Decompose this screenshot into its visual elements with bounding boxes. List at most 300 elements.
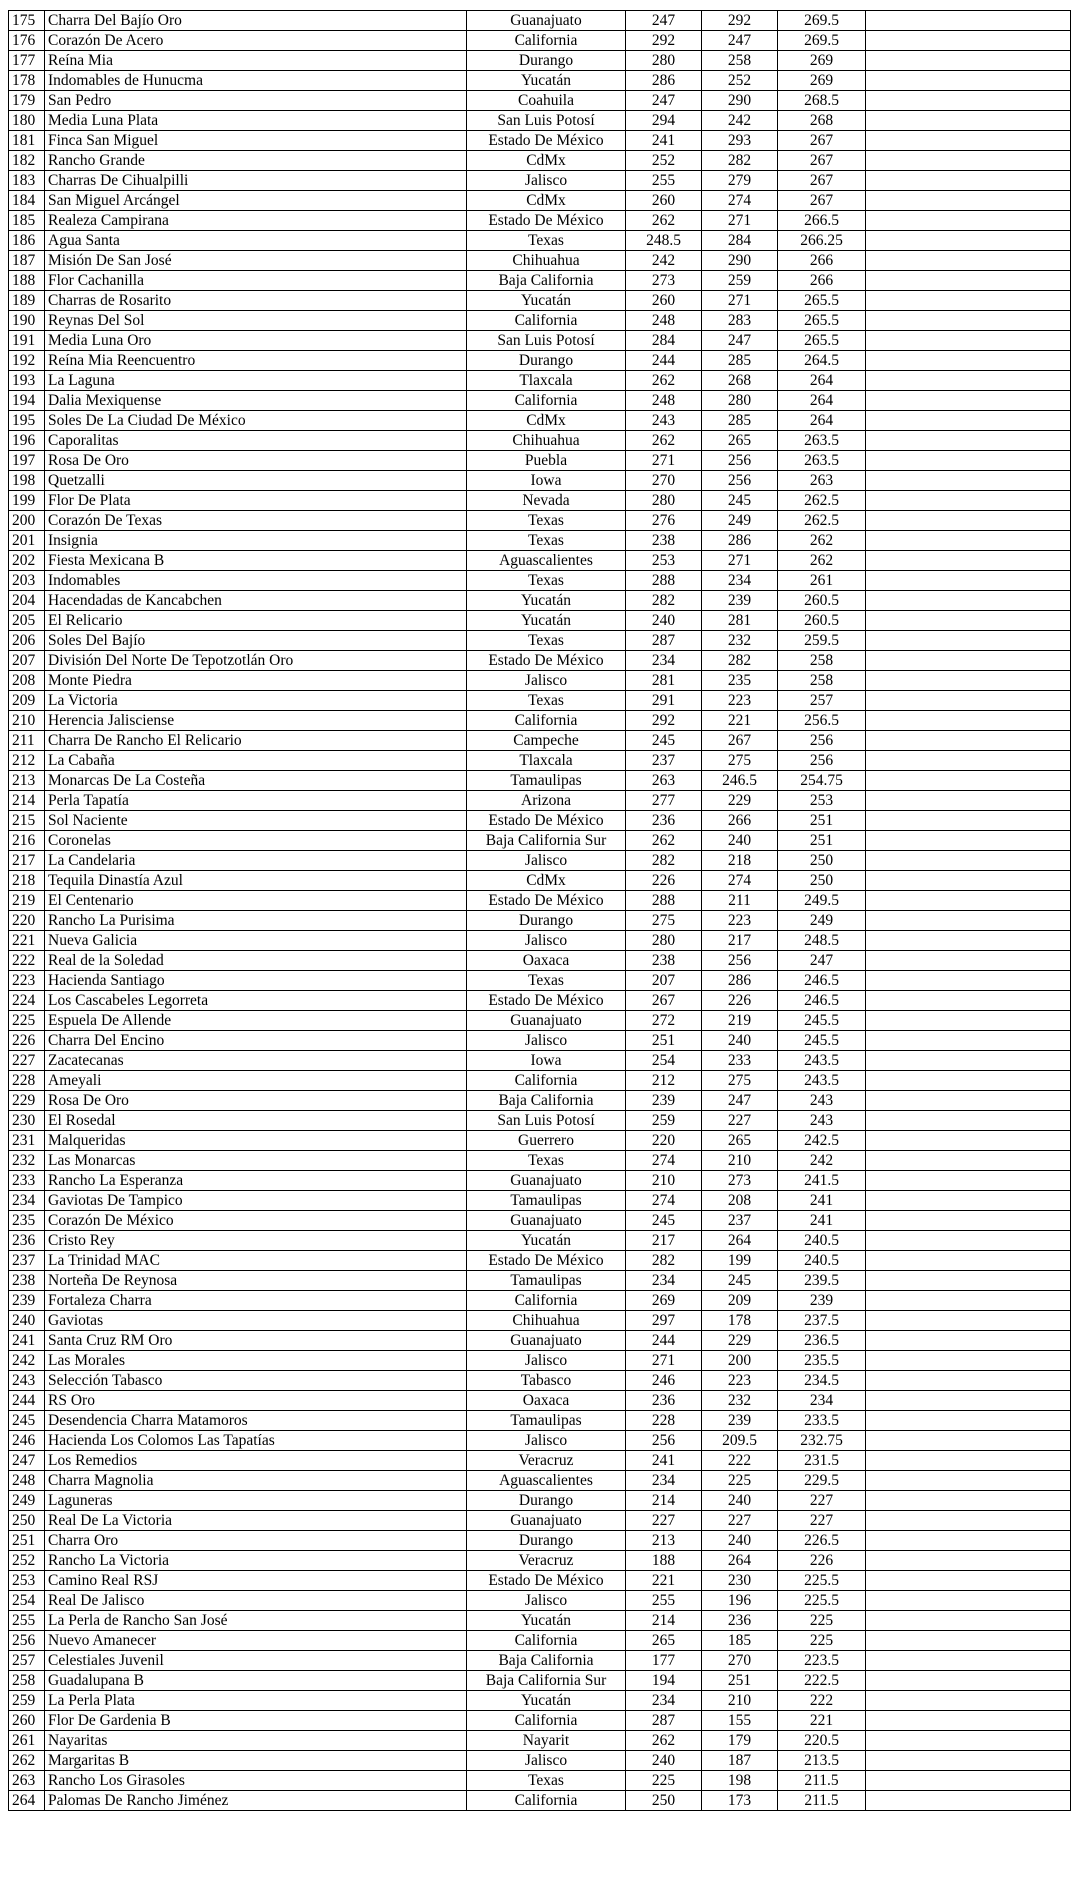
- team-name-cell: Charras de Rosarito: [45, 291, 467, 311]
- score-1-cell: 242: [626, 251, 702, 271]
- average-cell: 251: [778, 811, 866, 831]
- average-cell: 235.5: [778, 1351, 866, 1371]
- score-1-cell: 270: [626, 471, 702, 491]
- rank-cell: 228: [9, 1071, 45, 1091]
- average-cell: 259.5: [778, 631, 866, 651]
- table-body: [9, 11, 1071, 1811]
- table-row: [9, 891, 1071, 911]
- blank-cell: [866, 551, 1071, 571]
- team-name-cell: Indomables: [45, 571, 467, 591]
- score-1-cell: 244: [626, 351, 702, 371]
- team-name-cell: Indomables de Hunucma: [45, 71, 467, 91]
- team-name-cell: La Trinidad MAC: [45, 1251, 467, 1271]
- state-cell: Tabasco: [467, 1371, 626, 1391]
- average-cell: 248.5: [778, 931, 866, 951]
- state-cell: CdMx: [467, 411, 626, 431]
- blank-cell: [866, 1451, 1071, 1471]
- score-2-cell: 285: [702, 411, 778, 431]
- score-2-cell: 227: [702, 1511, 778, 1531]
- score-1-cell: 256: [626, 1431, 702, 1451]
- score-2-cell: 240: [702, 1031, 778, 1051]
- table-row: [9, 571, 1071, 591]
- score-1-cell: 260: [626, 191, 702, 211]
- rank-cell: 261: [9, 1731, 45, 1751]
- state-cell: California: [467, 311, 626, 331]
- team-name-cell: Insignia: [45, 531, 467, 551]
- average-cell: 258: [778, 671, 866, 691]
- state-cell: Yucatán: [467, 291, 626, 311]
- team-name-cell: Reína Mia: [45, 51, 467, 71]
- score-1-cell: 265: [626, 1631, 702, 1651]
- team-name-cell: Herencia Jalisciense: [45, 711, 467, 731]
- average-cell: 221: [778, 1711, 866, 1731]
- state-cell: Nevada: [467, 491, 626, 511]
- average-cell: 267: [778, 131, 866, 151]
- blank-cell: [866, 31, 1071, 51]
- average-cell: 225: [778, 1631, 866, 1651]
- team-name-cell: Flor Cachanilla: [45, 271, 467, 291]
- state-cell: Durango: [467, 51, 626, 71]
- team-name-cell: Las Morales: [45, 1351, 467, 1371]
- state-cell: Oaxaca: [467, 951, 626, 971]
- score-2-cell: 283: [702, 311, 778, 331]
- table-row: [9, 591, 1071, 611]
- team-name-cell: El Rosedal: [45, 1111, 467, 1131]
- average-cell: 231.5: [778, 1451, 866, 1471]
- blank-cell: [866, 911, 1071, 931]
- score-1-cell: 286: [626, 71, 702, 91]
- average-cell: 211.5: [778, 1771, 866, 1791]
- score-2-cell: 209: [702, 1291, 778, 1311]
- team-name-cell: El Relicario: [45, 611, 467, 631]
- rank-cell: 222: [9, 951, 45, 971]
- state-cell: Chihuahua: [467, 1311, 626, 1331]
- blank-cell: [866, 1251, 1071, 1271]
- blank-cell: [866, 471, 1071, 491]
- team-name-cell: Soles De La Ciudad De México: [45, 411, 467, 431]
- average-cell: 239.5: [778, 1271, 866, 1291]
- rank-cell: 257: [9, 1651, 45, 1671]
- state-cell: Texas: [467, 231, 626, 251]
- score-1-cell: 213: [626, 1531, 702, 1551]
- state-cell: California: [467, 1071, 626, 1091]
- rank-cell: 221: [9, 931, 45, 951]
- blank-cell: [866, 491, 1071, 511]
- state-cell: Estado De México: [467, 811, 626, 831]
- rank-cell: 199: [9, 491, 45, 511]
- rank-cell: 247: [9, 1451, 45, 1471]
- score-2-cell: 199: [702, 1251, 778, 1271]
- rank-cell: 205: [9, 611, 45, 631]
- average-cell: 242.5: [778, 1131, 866, 1151]
- team-name-cell: Quetzalli: [45, 471, 467, 491]
- state-cell: Tamaulipas: [467, 1411, 626, 1431]
- score-1-cell: 212: [626, 1071, 702, 1091]
- blank-cell: [866, 391, 1071, 411]
- table-row: [9, 231, 1071, 251]
- state-cell: Yucatán: [467, 71, 626, 91]
- score-1-cell: 236: [626, 1391, 702, 1411]
- state-cell: Texas: [467, 971, 626, 991]
- score-2-cell: 209.5: [702, 1431, 778, 1451]
- table-row: [9, 1291, 1071, 1311]
- state-cell: Oaxaca: [467, 1391, 626, 1411]
- average-cell: 264: [778, 371, 866, 391]
- state-cell: Baja California Sur: [467, 1671, 626, 1691]
- blank-cell: [866, 831, 1071, 851]
- team-name-cell: Nueva Galicia: [45, 931, 467, 951]
- team-name-cell: Corazón De México: [45, 1211, 467, 1231]
- blank-cell: [866, 1231, 1071, 1251]
- blank-cell: [866, 1611, 1071, 1631]
- rank-cell: 218: [9, 871, 45, 891]
- score-1-cell: 262: [626, 371, 702, 391]
- blank-cell: [866, 1371, 1071, 1391]
- team-name-cell: Charra Oro: [45, 1531, 467, 1551]
- blank-cell: [866, 311, 1071, 331]
- score-1-cell: 272: [626, 1011, 702, 1031]
- state-cell: San Luis Potosí: [467, 331, 626, 351]
- blank-cell: [866, 231, 1071, 251]
- state-cell: Tamaulipas: [467, 771, 626, 791]
- average-cell: 240.5: [778, 1231, 866, 1251]
- team-name-cell: Coronelas: [45, 831, 467, 851]
- table-row: [9, 1711, 1071, 1731]
- team-name-cell: La Perla de Rancho San José: [45, 1611, 467, 1631]
- team-name-cell: Nuevo Amanecer: [45, 1631, 467, 1651]
- score-2-cell: 264: [702, 1551, 778, 1571]
- blank-cell: [866, 1631, 1071, 1651]
- average-cell: 227: [778, 1491, 866, 1511]
- score-1-cell: 238: [626, 951, 702, 971]
- table-row: [9, 491, 1071, 511]
- team-name-cell: Charra Magnolia: [45, 1471, 467, 1491]
- score-1-cell: 287: [626, 1711, 702, 1731]
- score-2-cell: 246.5: [702, 771, 778, 791]
- team-name-cell: Palomas De Rancho Jiménez: [45, 1791, 467, 1811]
- team-name-cell: La Laguna: [45, 371, 467, 391]
- blank-cell: [866, 651, 1071, 671]
- table-row: [9, 431, 1071, 451]
- score-2-cell: 187: [702, 1751, 778, 1771]
- team-name-cell: Camino Real RSJ: [45, 1571, 467, 1591]
- score-2-cell: 233: [702, 1051, 778, 1071]
- table-row: [9, 1191, 1071, 1211]
- score-2-cell: 247: [702, 1091, 778, 1111]
- average-cell: 236.5: [778, 1331, 866, 1351]
- score-1-cell: 287: [626, 631, 702, 651]
- blank-cell: [866, 351, 1071, 371]
- table-row: [9, 1451, 1071, 1471]
- state-cell: California: [467, 1711, 626, 1731]
- team-name-cell: Finca San Miguel: [45, 131, 467, 151]
- team-name-cell: Norteña De Reynosa: [45, 1271, 467, 1291]
- rank-cell: 238: [9, 1271, 45, 1291]
- average-cell: 262: [778, 531, 866, 551]
- score-2-cell: 247: [702, 331, 778, 351]
- score-1-cell: 247: [626, 11, 702, 31]
- score-2-cell: 239: [702, 1411, 778, 1431]
- score-2-cell: 274: [702, 871, 778, 891]
- table-row: [9, 1071, 1071, 1091]
- team-name-cell: Flor De Plata: [45, 491, 467, 511]
- rank-cell: 213: [9, 771, 45, 791]
- table-row: [9, 911, 1071, 931]
- blank-cell: [866, 611, 1071, 631]
- state-cell: Tlaxcala: [467, 371, 626, 391]
- state-cell: Guanajuato: [467, 1171, 626, 1191]
- blank-cell: [866, 571, 1071, 591]
- team-name-cell: Rancho La Victoria: [45, 1551, 467, 1571]
- team-name-cell: Realeza Campirana: [45, 211, 467, 231]
- table-row: [9, 1391, 1071, 1411]
- rank-cell: 220: [9, 911, 45, 931]
- score-1-cell: 297: [626, 1311, 702, 1331]
- score-2-cell: 211: [702, 891, 778, 911]
- blank-cell: [866, 271, 1071, 291]
- blank-cell: [866, 1651, 1071, 1671]
- team-name-cell: Charras De Cihualpilli: [45, 171, 467, 191]
- team-name-cell: División Del Norte De Tepotzotlán Oro: [45, 651, 467, 671]
- blank-cell: [866, 811, 1071, 831]
- average-cell: 225.5: [778, 1591, 866, 1611]
- blank-cell: [866, 291, 1071, 311]
- average-cell: 241.5: [778, 1171, 866, 1191]
- score-1-cell: 259: [626, 1111, 702, 1131]
- score-1-cell: 248.5: [626, 231, 702, 251]
- blank-cell: [866, 1191, 1071, 1211]
- state-cell: Campeche: [467, 731, 626, 751]
- blank-cell: [866, 711, 1071, 731]
- score-1-cell: 248: [626, 311, 702, 331]
- blank-cell: [866, 371, 1071, 391]
- blank-cell: [866, 1211, 1071, 1231]
- score-2-cell: 232: [702, 1391, 778, 1411]
- table-row: [9, 1631, 1071, 1651]
- table-row: [9, 251, 1071, 271]
- score-2-cell: 229: [702, 1331, 778, 1351]
- score-1-cell: 254: [626, 1051, 702, 1071]
- score-2-cell: 274: [702, 191, 778, 211]
- team-name-cell: Hacienda Los Colomos Las Tapatías: [45, 1431, 467, 1451]
- blank-cell: [866, 1671, 1071, 1691]
- rank-cell: 229: [9, 1091, 45, 1111]
- rank-cell: 189: [9, 291, 45, 311]
- score-1-cell: 274: [626, 1151, 702, 1171]
- score-1-cell: 221: [626, 1571, 702, 1591]
- blank-cell: [866, 91, 1071, 111]
- table-row: [9, 271, 1071, 291]
- score-2-cell: 285: [702, 351, 778, 371]
- state-cell: Chihuahua: [467, 431, 626, 451]
- blank-cell: [866, 1751, 1071, 1771]
- state-cell: Chihuahua: [467, 251, 626, 271]
- table-row: [9, 531, 1071, 551]
- table-row: [9, 951, 1071, 971]
- rank-cell: 196: [9, 431, 45, 451]
- score-1-cell: 255: [626, 171, 702, 191]
- score-2-cell: 234: [702, 571, 778, 591]
- average-cell: 262.5: [778, 511, 866, 531]
- score-2-cell: 268: [702, 371, 778, 391]
- table-row: [9, 51, 1071, 71]
- score-1-cell: 294: [626, 111, 702, 131]
- blank-cell: [866, 851, 1071, 871]
- score-1-cell: 194: [626, 1671, 702, 1691]
- table-row: [9, 1471, 1071, 1491]
- average-cell: 263.5: [778, 451, 866, 471]
- average-cell: 222: [778, 1691, 866, 1711]
- score-2-cell: 179: [702, 1731, 778, 1751]
- state-cell: Puebla: [467, 451, 626, 471]
- rank-cell: 252: [9, 1551, 45, 1571]
- team-name-cell: Agua Santa: [45, 231, 467, 251]
- team-name-cell: San Miguel Arcángel: [45, 191, 467, 211]
- table-row: [9, 1351, 1071, 1371]
- state-cell: Baja California: [467, 1651, 626, 1671]
- blank-cell: [866, 1351, 1071, 1371]
- team-name-cell: Los Remedios: [45, 1451, 467, 1471]
- table-row: [9, 851, 1071, 871]
- table-row: [9, 1051, 1071, 1071]
- team-name-cell: Real De Jalisco: [45, 1591, 467, 1611]
- blank-cell: [866, 1511, 1071, 1531]
- team-name-cell: Real De La Victoria: [45, 1511, 467, 1531]
- score-2-cell: 210: [702, 1151, 778, 1171]
- score-2-cell: 223: [702, 1371, 778, 1391]
- team-name-cell: Cristo Rey: [45, 1231, 467, 1251]
- blank-cell: [866, 1111, 1071, 1131]
- score-1-cell: 188: [626, 1551, 702, 1571]
- state-cell: Guanajuato: [467, 1211, 626, 1231]
- score-1-cell: 217: [626, 1231, 702, 1251]
- blank-cell: [866, 331, 1071, 351]
- table-row: [9, 1411, 1071, 1431]
- rank-cell: 242: [9, 1351, 45, 1371]
- state-cell: Jalisco: [467, 1031, 626, 1051]
- state-cell: Iowa: [467, 471, 626, 491]
- state-cell: Jalisco: [467, 1351, 626, 1371]
- table-row: [9, 1091, 1071, 1111]
- score-2-cell: 223: [702, 911, 778, 931]
- score-2-cell: 290: [702, 251, 778, 271]
- table-row: [9, 1231, 1071, 1251]
- table-row: [9, 1271, 1071, 1291]
- score-2-cell: 264: [702, 1231, 778, 1251]
- blank-cell: [866, 1331, 1071, 1351]
- team-name-cell: Nayaritas: [45, 1731, 467, 1751]
- score-1-cell: 284: [626, 331, 702, 351]
- rank-cell: 239: [9, 1291, 45, 1311]
- team-name-cell: Rancho Grande: [45, 151, 467, 171]
- score-2-cell: 249: [702, 511, 778, 531]
- rank-cell: 214: [9, 791, 45, 811]
- table-row: [9, 1311, 1071, 1331]
- rank-cell: 179: [9, 91, 45, 111]
- score-2-cell: 240: [702, 831, 778, 851]
- state-cell: Jalisco: [467, 671, 626, 691]
- average-cell: 245.5: [778, 1031, 866, 1051]
- average-cell: 265.5: [778, 291, 866, 311]
- blank-cell: [866, 1031, 1071, 1051]
- rank-cell: 176: [9, 31, 45, 51]
- state-cell: California: [467, 1791, 626, 1811]
- score-1-cell: 220: [626, 1131, 702, 1151]
- state-cell: San Luis Potosí: [467, 111, 626, 131]
- blank-cell: [866, 1011, 1071, 1031]
- team-name-cell: Media Luna Plata: [45, 111, 467, 131]
- team-name-cell: Soles Del Bajío: [45, 631, 467, 651]
- rank-cell: 240: [9, 1311, 45, 1331]
- team-name-cell: Flor De Gardenia B: [45, 1711, 467, 1731]
- rank-cell: 208: [9, 671, 45, 691]
- blank-cell: [866, 211, 1071, 231]
- blank-cell: [866, 131, 1071, 151]
- average-cell: 242: [778, 1151, 866, 1171]
- state-cell: Nayarit: [467, 1731, 626, 1751]
- score-2-cell: 271: [702, 291, 778, 311]
- score-2-cell: 230: [702, 1571, 778, 1591]
- table-row: [9, 611, 1071, 631]
- table-row: [9, 1771, 1071, 1791]
- score-1-cell: 262: [626, 431, 702, 451]
- blank-cell: [866, 431, 1071, 451]
- state-cell: Texas: [467, 1771, 626, 1791]
- team-name-cell: Corazón De Texas: [45, 511, 467, 531]
- state-cell: Jalisco: [467, 1751, 626, 1771]
- average-cell: 265.5: [778, 311, 866, 331]
- blank-cell: [866, 1431, 1071, 1451]
- team-name-cell: Hacienda Santiago: [45, 971, 467, 991]
- table-row: [9, 411, 1071, 431]
- table-row: [9, 691, 1071, 711]
- score-1-cell: 227: [626, 1511, 702, 1531]
- table-row: [9, 511, 1071, 531]
- score-2-cell: 282: [702, 651, 778, 671]
- score-1-cell: 244: [626, 1331, 702, 1351]
- score-2-cell: 232: [702, 631, 778, 651]
- blank-cell: [866, 991, 1071, 1011]
- score-1-cell: 245: [626, 731, 702, 751]
- state-cell: Guanajuato: [467, 1331, 626, 1351]
- team-name-cell: Monte Piedra: [45, 671, 467, 691]
- team-name-cell: Espuela De Allende: [45, 1011, 467, 1031]
- rank-cell: 226: [9, 1031, 45, 1051]
- table-row: [9, 871, 1071, 891]
- table-row: [9, 1511, 1071, 1531]
- average-cell: 243: [778, 1091, 866, 1111]
- rank-cell: 225: [9, 1011, 45, 1031]
- average-cell: 245.5: [778, 1011, 866, 1031]
- team-name-cell: Rancho Los Girasoles: [45, 1771, 467, 1791]
- average-cell: 266.5: [778, 211, 866, 231]
- state-cell: Jalisco: [467, 851, 626, 871]
- rank-cell: 185: [9, 211, 45, 231]
- average-cell: 260.5: [778, 611, 866, 631]
- blank-cell: [866, 891, 1071, 911]
- team-name-cell: Sol Naciente: [45, 811, 467, 831]
- score-1-cell: 280: [626, 491, 702, 511]
- team-name-cell: La Candelaria: [45, 851, 467, 871]
- team-name-cell: Laguneras: [45, 1491, 467, 1511]
- table-row: [9, 1251, 1071, 1271]
- team-name-cell: La Victoria: [45, 691, 467, 711]
- blank-cell: [866, 1491, 1071, 1511]
- average-cell: 266: [778, 251, 866, 271]
- rank-cell: 192: [9, 351, 45, 371]
- team-name-cell: El Centenario: [45, 891, 467, 911]
- team-name-cell: Tequila Dinastía Azul: [45, 871, 467, 891]
